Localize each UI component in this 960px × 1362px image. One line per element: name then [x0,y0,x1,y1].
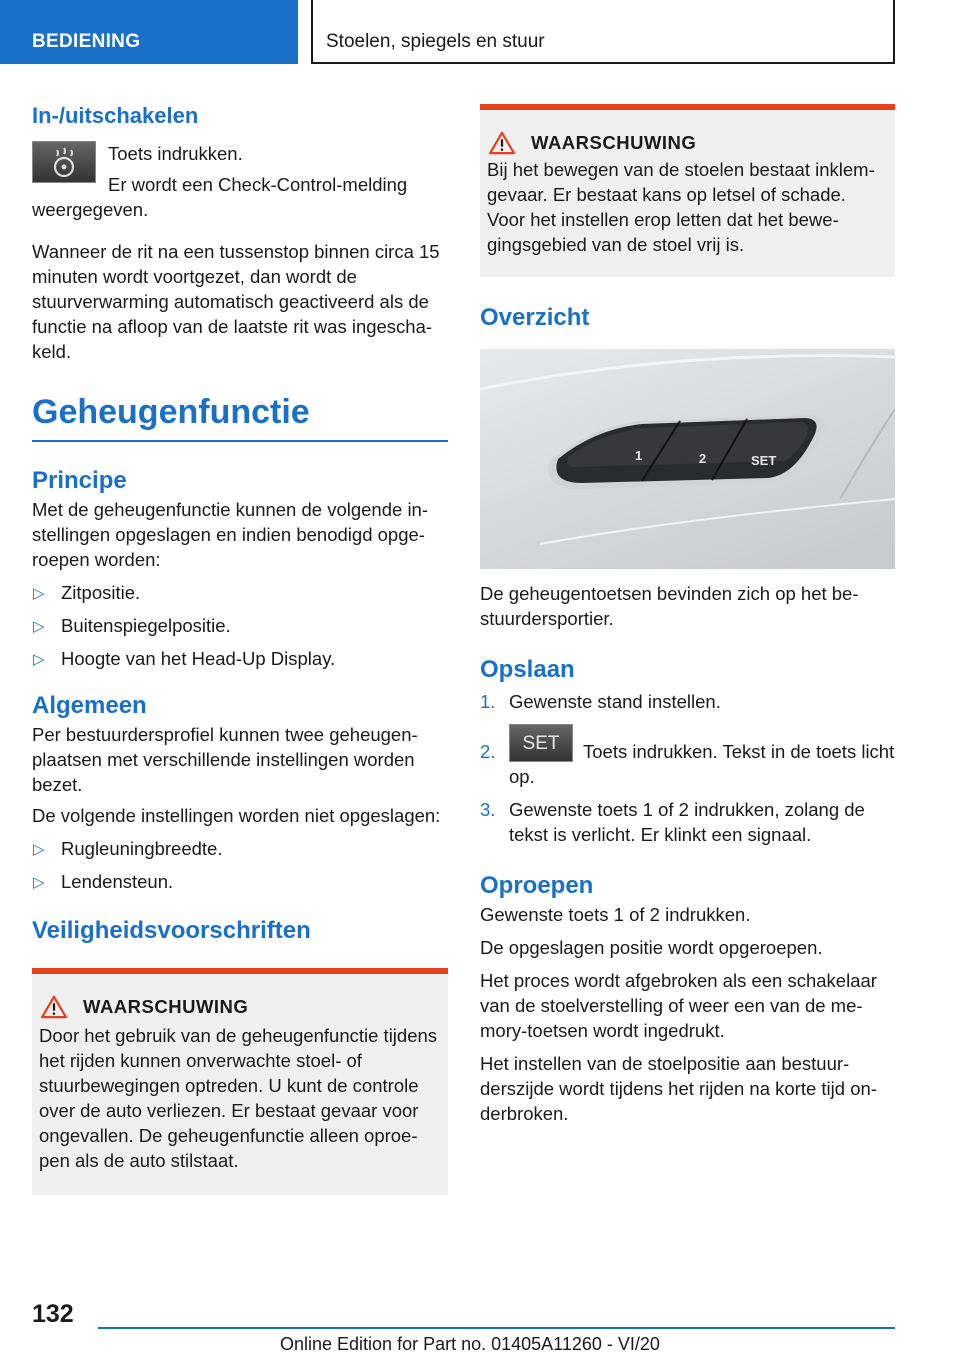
warning-title: WAARSCHUWING [83,996,249,1017]
warning-title-row [39,994,441,1019]
footer-rule [98,1327,895,1329]
step-2-text: Toets indrukken. Tekst in de toets licht op. [509,741,895,787]
section-label: BEDIENING [32,31,141,52]
save-heading: Opslaan [480,656,575,683]
memory-buttons-photo [480,349,895,569]
list-item: ▷ Lendensteun. [32,869,448,894]
overview-heading: Overzicht [480,304,590,331]
warning-box [32,968,448,1195]
list-item: ▷ Zitpositie. [32,580,448,605]
warning-triangle-icon [39,995,69,1019]
principle-heading: Principe [32,467,127,494]
bullet-triangle-icon: ▷ [33,874,45,891]
switch-paragraph: Wanneer de rit na een tussenstop binnen circa 15 minuten wordt voortgezet, dan wordt de stuurverwarming automatisch geactiveerd als de functie na afloop van de laatste rit was ingeschakeld. [32,241,440,362]
warning-text: Door het gebruik van de geheugenfunctie tijdens het rijden kunnen onverwachte stoel- of stuurbewegingen optreden. U kunt de controle over de auto verliezen. Er bestaat gevaar voor ongevallen. De geheugenfunctie alleen oproepen als de auto stilstaat. [39,1025,438,1171]
set-key-icon: SET [509,724,573,762]
list-item: 2. SET Toets indrukken. Tekst in de toets licht op. [480,724,895,789]
switch-line-1: Toets indrukken. [108,143,243,164]
warning-title: WAARSCHUWING [531,132,697,153]
recall-heading: Oproepen [480,872,594,899]
save-steps [480,689,895,847]
bullet-triangle-icon: ▷ [33,651,45,668]
overview-caption: De geheugentoetsen bevinden zich op het bestuurdersportier. [480,583,859,629]
recall-paragraph-2: De opgeslagen positie wordt opgeroepen. [480,937,823,958]
footer-edition: Online Edition for Part no. 01405A11260 - VI/20 [280,1334,660,1354]
list-item: ▷ Buitenspiegelpositie. [32,613,448,638]
memory-title-block [32,392,448,442]
steering-heat-icon [33,142,95,182]
recall-paragraph-1: Gewenste toets 1 of 2 indrukken. [480,904,751,925]
safety-heading: Veiligheidsvoorschriften [32,917,311,944]
switch-block [32,141,448,222]
switch-line-2: Er wordt een Check-Control-melding weergegeven. [32,174,408,220]
general-heading: Algemeen [32,692,147,719]
list-item: ▷ Hoogte van het Head-Up Display. [32,646,448,671]
photo-key-label: SET [751,453,777,468]
principle-text: Met de geheugenfunctie kunnen de volgende instellingen opgeslagen en indien benodigd opgeroepen worden: [32,499,429,570]
door-panel-illustration [480,349,895,569]
list-item: ▷ Rugleuningbreedte. [32,836,448,861]
warning-title-row [487,130,888,155]
memory-title: Geheugenfunctie [32,393,310,431]
recall-paragraph-3: Het proces wordt afgebroken als een schakelaar van de stoelverstelling of weer een van de memory-toetsen wordt ingedrukt. [480,970,877,1041]
section-tab [0,0,298,64]
photo-key-label: 1 [635,448,643,463]
general-text-1: Per bestuurdersprofiel kunnen twee geheugenplaatsen met verschillende instellingen worden bezet. [32,724,418,795]
photo-key-label: 2 [699,451,707,466]
bullet-triangle-icon: ▷ [33,585,45,602]
list-item: 1. Gewenste stand instellen. [480,691,721,712]
warning-box [480,104,895,277]
bullet-triangle-icon: ▷ [33,618,45,635]
switch-heading: In-/uitschakelen [32,103,199,128]
left-column [32,102,448,1195]
list-item: 3. Gewenste toets 1 of 2 indrukken, zolang de tekst is verlicht. Er klinkt een signaal. [480,799,865,845]
warning-text: Bij het bewegen van de stoelen bestaat inklemgevaar. Er bestaat kans op letsel of schade. Voor het instellen erop letten dat het bewegingsgebied van de stoel vrij is. [487,159,875,255]
right-column [480,104,895,1126]
warning-triangle-icon [487,131,517,155]
recall-paragraph-4: Het instellen van de stoelpositie aan bestuurderszijde wordt tijdens het rijden na korte tijd onderbroken. [480,1053,877,1124]
principle-list [32,580,448,671]
page-number: 132 [32,1300,74,1328]
chapter-box [311,0,895,64]
general-text-2: De volgende instellingen worden niet opgeslagen: [32,805,441,826]
general-list [32,836,448,894]
chapter-label: Stoelen, spiegels en stuur [326,31,545,52]
steering-heat-key-icon [32,141,96,183]
bullet-triangle-icon: ▷ [33,841,45,858]
